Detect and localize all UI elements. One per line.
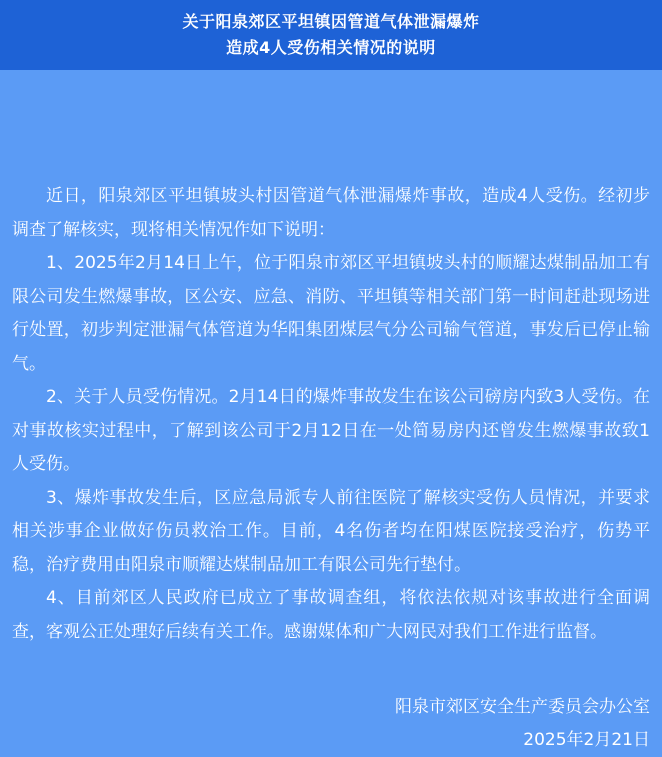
title-line-1: 关于阳泉郊区平坦镇因管道气体泄漏爆炸 [182,12,480,31]
title-line-2: 造成4人受伤相关情况的说明 [226,38,436,57]
intro-paragraph: 近日，阳泉郊区平坦镇坡头村因管道气体泄漏爆炸事故，造成4人受伤。经初步调查了解核实，现将相关情况作如下说明： [12,186,650,240]
paragraph-3: 3、爆炸事故发生后，区应急局派专人前往医院了解核实受伤人员情况，并要求相关涉事企业做好伤员救治工作。目前，4名伤者均在阳煤医院接受治疗，伤势平稳，治疗费用由阳泉市顺耀达煤制品加工有限公司先行垫付。 [12,487,650,575]
issue-date: 2025年2月21日 [523,730,650,750]
statement-body [0,70,662,757]
paragraph-2: 2、关于人员受伤情况。2月14日的爆炸事故发生在该公司磅房内致3人受伤。在对事故核实过程中，了解到该公司于2月12日在一处简易房内还曾发生燃爆事故致1人受伤。 [12,387,650,474]
title-banner [0,0,662,70]
paragraph-4: 4、目前郊区人民政府已成立了事故调查组，将依法依规对该事故进行全面调查，客观公正处理好后续有关工作。感谢媒体和广大网民对我们工作进行监督。 [12,588,650,642]
paragraph-1: 1、2025年2月14日上午，位于阳泉市郊区平坦镇坡头村的顺耀达煤制品加工有限公司发生燃爆事故，区公安、应急、消防、平坦镇等相关部门第一时间赶赴现场进行处置，初步判定泄漏气体管道为华阳集团煤层气分公司输气管道，事发后已停止输气。 [12,253,650,374]
issuing-organization: 阳泉市郊区安全生产委员会办公室 [395,697,650,717]
signature-block [12,691,650,757]
